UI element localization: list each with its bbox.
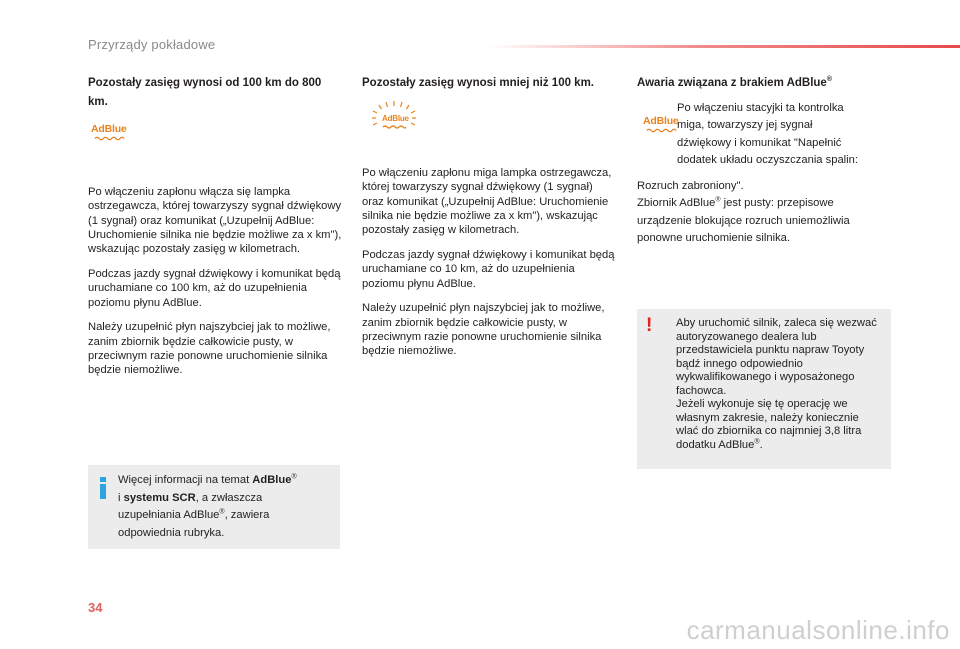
section-heading: Pozostały zasięg wynosi od 100 km do 800 km. <box>88 77 322 108</box>
paragraph: Podczas jazdy sygnał dźwiękowy i komunikat będą uruchamiane co 10 km, aż do uzupełnienia poziomu płynu AdBlue. <box>362 248 615 290</box>
section-heading: Awaria związana z brakiem AdBlue® <box>637 76 832 89</box>
failure-details: Rozruch zabroniony". Zbiornik AdBlue® jest pusty: przepisowe urządzenie blokujące rozruch uniemożliwia ponowne uruchomienie silnika. <box>637 180 850 245</box>
adblue-logo: AdBlue <box>91 122 129 141</box>
info-box <box>88 465 340 549</box>
info-icon <box>100 477 106 499</box>
info-text: Więcej informacji na temat AdBlue® i systemu SCR, a zwłaszcza uzupełniania AdBlue®, zawiera odpowiednia rubryka. <box>118 473 297 539</box>
paragraph: Należy uzupełnić płyn najszybciej jak to możliwe, zanim zbiornik będzie całkowicie pusty, w przeciwnym razie ponowne uruchomienie silnika będzie niemożliwe. <box>88 321 331 377</box>
adblue-logo: AdBlue <box>643 114 681 133</box>
lamp-description: Po włączeniu stacyjki ta kontrolka miga, towarzyszy jej sygnał dźwiękowy i komunikat "Napełnić dodatek układu oczyszczania spalin: <box>677 102 858 167</box>
adblue-logo: AdBlue <box>382 114 409 123</box>
warning-box <box>637 309 891 469</box>
page-number: 34 <box>88 600 103 615</box>
column-adblue-failure <box>637 74 891 248</box>
paragraph: Należy uzupełnić płyn najszybciej jak to możliwe, zanim zbiornik będzie całkowicie pusty, w przeciwnym razie ponowne uruchomienie silnika będzie niemożliwe. <box>362 302 605 358</box>
adblue-warning-lamp-icon <box>91 122 342 162</box>
column-range-100-800 <box>88 74 342 388</box>
section-heading: Pozostały zasięg wynosi mniej niż 100 km. <box>362 77 594 89</box>
paragraph: Po włączeniu zapłonu miga lampka ostrzegawcza, której towarzyszy sygnał dźwiękowy (1 sygnał) oraz komunikat („Uzupełnij AdBlue: Uruchomienie silnika nie będzie możliwe za x km"), wskazując pozostały zasięg w kilometrach. <box>362 167 612 237</box>
adblue-wave-icon <box>643 128 681 133</box>
page-header-title: Przyrządy pokładowe <box>88 37 216 52</box>
header-divider <box>488 45 960 48</box>
paragraph: Po włączeniu zapłonu włącza się lampka ostrzegawcza, której towarzyszy sygnał dźwiękowy (1 sygnał) oraz komunikat („Uzupełnij AdBlue: Uruchomienie silnika nie będzie możliwe za x km"), wskazując pozostały zasięg w kilometrach. <box>88 186 342 256</box>
adblue-wave-icon <box>91 136 129 141</box>
column-range-below-100 <box>362 74 616 369</box>
lamp-block <box>637 100 891 178</box>
warning-text: Aby uruchomić silnik, zaleca się wezwać autoryzowanego dealera lub przedstawiciela punktu napraw Toyoty bądź innego odpowiednio wykwalifikowanego i wyposażonego fachowca. Jeżeli wykonuje się tę operację we własnym zakresie, należy koniecznie wlać do zbiornika co najmniej 3,8 litra dodatku AdBlue®. <box>676 317 877 451</box>
paragraph: Podczas jazdy sygnał dźwiękowy i komunikat będą uruchamiane co 100 km, aż do uzupełnienia poziomu płynu AdBlue. <box>88 267 341 309</box>
adblue-blinking-lamp-icon <box>370 103 616 143</box>
exclamation-icon: ! <box>646 315 653 336</box>
watermark: carmanualsonline.info <box>686 615 950 645</box>
